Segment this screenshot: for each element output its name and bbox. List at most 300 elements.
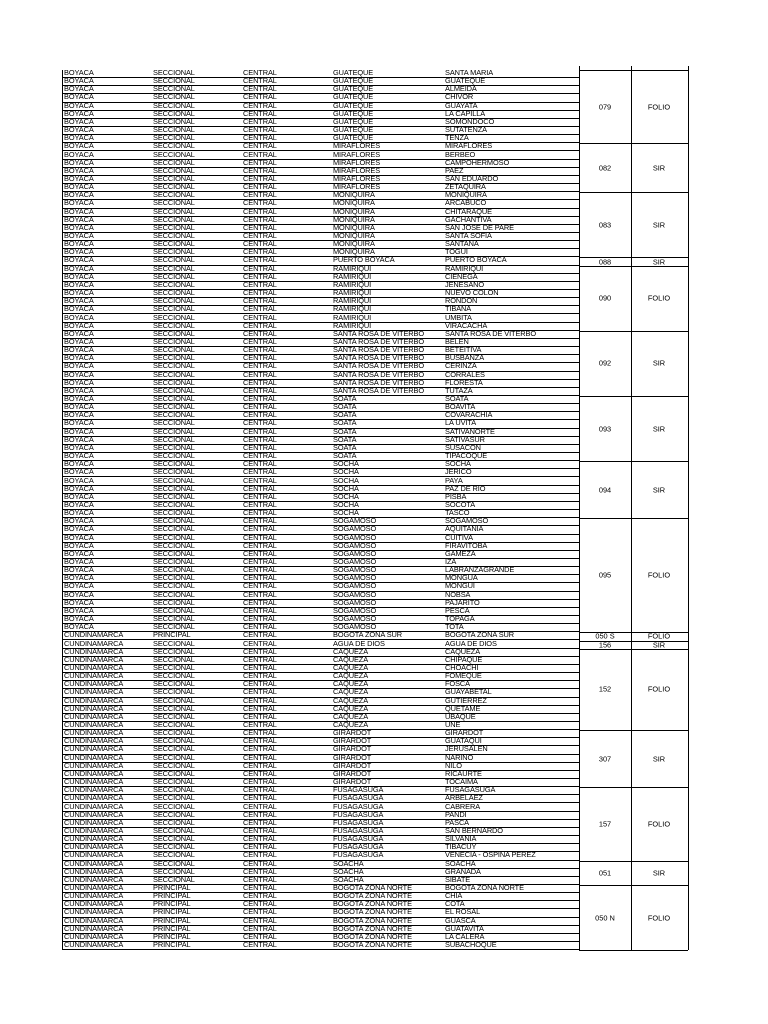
- office-cell: MONIQUIRA: [333, 223, 375, 232]
- region-cell: CENTRAL: [243, 647, 277, 656]
- office-cell: RAMIRIQUI: [333, 313, 372, 322]
- region-cell: CENTRAL: [243, 932, 277, 941]
- office-type-cell: SECCIONAL: [153, 680, 195, 689]
- region-cell: CENTRAL: [243, 191, 277, 200]
- region-cell: CENTRAL: [243, 223, 277, 232]
- office-cell: BOGOTA ZONA NORTE: [333, 916, 412, 925]
- region-cell: CENTRAL: [243, 533, 277, 542]
- department-cell: CUNDINAMARCA: [64, 704, 124, 713]
- group-divider: [579, 331, 688, 332]
- region-cell: CENTRAL: [243, 142, 277, 151]
- department-cell: BOYACA: [64, 93, 94, 102]
- municipality-cell: TASCO: [445, 509, 470, 518]
- office-cell: MIRAFLORES: [333, 142, 381, 151]
- municipality-cell: PAZ DE RIO: [445, 484, 486, 493]
- municipality-cell: SILVANIA: [445, 835, 477, 844]
- municipality-cell: GUAYATA: [445, 101, 478, 110]
- municipality-cell: RAMIRIQUI: [445, 264, 484, 273]
- department-cell: BOYACA: [64, 289, 94, 298]
- circle-group: [62, 396, 688, 461]
- region-cell: CENTRAL: [243, 256, 277, 265]
- region-cell: CENTRAL: [243, 941, 277, 950]
- region-cell: CENTRAL: [243, 794, 277, 803]
- office-type-cell: SECCIONAL: [153, 232, 195, 240]
- office-type-cell: SECCIONAL: [153, 174, 195, 183]
- office-type-cell: SECCIONAL: [153, 337, 195, 346]
- municipality-cell: PUERTO BOYACA: [445, 256, 507, 265]
- office-cell: SOATA: [333, 403, 357, 412]
- region-cell: CENTRAL: [243, 272, 277, 281]
- region-cell: CENTRAL: [243, 892, 277, 901]
- circle-code: 152: [598, 684, 612, 694]
- record-type: SIR: [652, 485, 666, 495]
- circle-code: 082: [598, 163, 612, 173]
- region-cell: CENTRAL: [243, 264, 277, 273]
- office-cell: SOGAMOSO: [333, 582, 377, 591]
- circle-code: 050 N: [595, 913, 615, 923]
- region-cell: CENTRAL: [243, 346, 277, 355]
- municipality-cell: CHIA: [445, 892, 463, 901]
- region-cell: CENTRAL: [243, 199, 277, 208]
- department-cell: BOYACA: [64, 248, 94, 257]
- department-cell: CUNDINAMARCA: [64, 941, 124, 950]
- office-cell: SOCHA: [333, 484, 359, 493]
- department-cell: BOYACA: [64, 419, 94, 428]
- office-cell: CAQUEZA: [333, 712, 369, 721]
- region-cell: CENTRAL: [243, 378, 277, 387]
- region-cell: CENTRAL: [243, 558, 277, 566]
- department-cell: CUNDINAMARCA: [64, 924, 124, 933]
- region-cell: CENTRAL: [243, 297, 277, 306]
- department-cell: BOYACA: [64, 476, 94, 485]
- office-type-cell: SECCIONAL: [153, 411, 195, 420]
- municipality-cell: COVARACHIA: [445, 411, 493, 420]
- office-cell: BOGOTA ZONA NORTE: [333, 941, 412, 950]
- department-cell: BOYACA: [64, 590, 94, 599]
- circle-group: [62, 787, 688, 860]
- municipality-cell: GUTIERREZ: [445, 696, 487, 705]
- department-cell: BOYACA: [64, 435, 94, 444]
- department-cell: BOYACA: [64, 403, 94, 412]
- office-type-cell: SECCIONAL: [153, 623, 195, 632]
- department-cell: BOYACA: [64, 500, 94, 509]
- region-cell: CENTRAL: [243, 810, 277, 819]
- office-cell: SOGAMOSO: [333, 615, 377, 624]
- region-cell: CENTRAL: [243, 672, 277, 681]
- circle-code: 050 S: [595, 631, 615, 641]
- office-type-cell: SECCIONAL: [153, 395, 195, 403]
- office-type-cell: SECCIONAL: [153, 859, 195, 868]
- region-cell: CENTRAL: [243, 566, 277, 575]
- office-type-cell: SECCIONAL: [153, 191, 195, 200]
- office-type-cell: PRINCIPAL: [153, 916, 191, 925]
- municipality-cell: TENZA: [445, 134, 469, 143]
- region-cell: CENTRAL: [243, 867, 277, 876]
- municipality-cell: SAN JOSE DE PARE: [445, 223, 514, 232]
- region-cell: CENTRAL: [243, 492, 277, 501]
- department-cell: BOYACA: [64, 109, 94, 118]
- department-cell: CUNDINAMARCA: [64, 892, 124, 901]
- department-cell: CUNDINAMARCA: [64, 729, 124, 738]
- department-cell: CUNDINAMARCA: [64, 737, 124, 746]
- municipality-cell: CERINZA: [445, 362, 477, 371]
- office-cell: RAMIRIQUI: [333, 280, 372, 289]
- record-type: FOLIO: [647, 684, 671, 694]
- region-cell: CENTRAL: [243, 590, 277, 599]
- record-type: SIR: [652, 640, 666, 650]
- office-cell: RAMIRIQUI: [333, 321, 372, 330]
- department-cell: BOYACA: [64, 549, 94, 558]
- office-cell: AGUA DE DIOS: [333, 639, 385, 648]
- office-cell: CAQUEZA: [333, 672, 369, 681]
- department-cell: CUNDINAMARCA: [64, 835, 124, 844]
- department-cell: CUNDINAMARCA: [64, 721, 124, 729]
- office-cell: SOACHA: [333, 859, 364, 868]
- office-cell: GIRARDOT: [333, 729, 372, 738]
- department-cell: BOYACA: [64, 183, 94, 192]
- office-type-cell: SECCIONAL: [153, 753, 195, 762]
- office-type-cell: SECCIONAL: [153, 354, 195, 363]
- circle-group: [62, 518, 688, 632]
- office-type-cell: SECCIONAL: [153, 835, 195, 844]
- office-cell: SOATA: [333, 411, 357, 420]
- office-type-cell: SECCIONAL: [153, 615, 195, 624]
- municipality-cell: SOACHA: [445, 859, 476, 868]
- region-cell: CENTRAL: [243, 460, 277, 469]
- region-cell: CENTRAL: [243, 753, 277, 762]
- office-cell: GUATEQUE: [333, 126, 374, 135]
- office-type-cell: SECCIONAL: [153, 778, 195, 787]
- department-cell: BOYACA: [64, 256, 94, 265]
- circle-group: [62, 143, 688, 192]
- office-type-cell: SECCIONAL: [153, 297, 195, 306]
- office-cell: FUSAGASUGA: [333, 794, 384, 803]
- municipality-cell: QUETAME: [445, 704, 481, 713]
- municipality-cell: JENESANO: [445, 280, 485, 289]
- circle-group: [62, 461, 688, 518]
- region-cell: CENTRAL: [243, 802, 277, 811]
- department-cell: CUNDINAMARCA: [64, 786, 124, 795]
- municipality-cell: LA UVITA: [445, 419, 477, 428]
- office-type-cell: SECCIONAL: [153, 240, 195, 249]
- office-type-cell: SECCIONAL: [153, 199, 195, 208]
- office-cell: MONIQUIRA: [333, 191, 375, 200]
- department-cell: CUNDINAMARCA: [64, 932, 124, 941]
- region-cell: CENTRAL: [243, 509, 277, 518]
- office-type-cell: SECCIONAL: [153, 346, 195, 355]
- circle-code: 088: [598, 257, 612, 266]
- office-type-cell: SECCIONAL: [153, 769, 195, 778]
- department-cell: CUNDINAMARCA: [64, 712, 124, 721]
- department-cell: CUNDINAMARCA: [64, 851, 124, 860]
- municipality-cell: CHIPAQUE: [445, 655, 483, 664]
- region-cell: CENTRAL: [243, 280, 277, 289]
- department-cell: BOYACA: [64, 117, 94, 126]
- office-type-cell: SECCIONAL: [153, 329, 195, 338]
- circle-group: [62, 885, 688, 950]
- department-cell: BOYACA: [64, 142, 94, 151]
- office-cell: SOATA: [333, 427, 357, 436]
- region-cell: CENTRAL: [243, 240, 277, 249]
- municipality-cell: BELEN: [445, 337, 469, 346]
- office-type-cell: SECCIONAL: [153, 492, 195, 501]
- circle-code: 094: [598, 485, 612, 495]
- region-cell: CENTRAL: [243, 761, 277, 770]
- region-cell: CENTRAL: [243, 443, 277, 452]
- department-cell: BOYACA: [64, 297, 94, 306]
- office-type-cell: SECCIONAL: [153, 264, 195, 273]
- department-cell: BOYACA: [64, 337, 94, 346]
- region-cell: CENTRAL: [243, 655, 277, 664]
- circle-code: 079: [598, 102, 612, 112]
- office-cell: BOGOTA ZONA NORTE: [333, 884, 412, 892]
- municipality-cell: SAN BERNARDO: [445, 826, 503, 835]
- region-cell: CENTRAL: [243, 786, 277, 795]
- office-cell: SOATA: [333, 395, 357, 403]
- region-cell: CENTRAL: [243, 289, 277, 298]
- municipality-cell: JERUSALEN: [445, 745, 488, 754]
- department-cell: BOYACA: [64, 207, 94, 216]
- municipality-cell: GUATAVITA: [445, 924, 484, 933]
- region-cell: CENTRAL: [243, 875, 277, 884]
- group-divider: [579, 518, 688, 519]
- region-cell: CENTRAL: [243, 500, 277, 509]
- department-cell: CUNDINAMARCA: [64, 753, 124, 762]
- municipality-cell: LA CAPILLA: [445, 109, 486, 118]
- municipality-cell: PISBA: [445, 492, 467, 501]
- circle-code: 051: [598, 868, 612, 878]
- region-cell: CENTRAL: [243, 517, 277, 526]
- department-cell: BOYACA: [64, 411, 94, 420]
- municipality-cell: GACHANTIVA: [445, 215, 492, 224]
- municipality-cell: SATIVASUR: [445, 435, 485, 444]
- office-type-cell: SECCIONAL: [153, 721, 195, 729]
- region-cell: CENTRAL: [243, 884, 277, 892]
- municipality-cell: TIBACUY: [445, 843, 477, 852]
- department-cell: CUNDINAMARCA: [64, 900, 124, 909]
- office-type-cell: SECCIONAL: [153, 745, 195, 754]
- office-type-cell: SECCIONAL: [153, 729, 195, 738]
- office-type-cell: SECCIONAL: [153, 696, 195, 705]
- municipality-cell: TOPAGA: [445, 615, 475, 624]
- department-cell: CUNDINAMARCA: [64, 884, 124, 892]
- office-type-cell: SECCIONAL: [153, 737, 195, 746]
- office-cell: CAQUEZA: [333, 663, 369, 672]
- municipality-cell: SAN EDUARDO: [445, 174, 499, 183]
- region-cell: CENTRAL: [243, 232, 277, 240]
- office-cell: SOGAMOSO: [333, 598, 377, 607]
- circle-code: 307: [598, 754, 612, 764]
- region-cell: CENTRAL: [243, 183, 277, 192]
- region-cell: CENTRAL: [243, 623, 277, 632]
- municipality-cell: RONDON: [445, 297, 478, 306]
- region-cell: CENTRAL: [243, 468, 277, 477]
- department-cell: BOYACA: [64, 232, 94, 240]
- region-cell: CENTRAL: [243, 77, 277, 86]
- office-cell: CAQUEZA: [333, 647, 369, 656]
- municipality-cell: CHITARAQUE: [445, 207, 492, 216]
- circle-group: [62, 641, 688, 649]
- office-type-cell: SECCIONAL: [153, 655, 195, 664]
- record-type: FOLIO: [647, 631, 671, 641]
- office-type-cell: SECCIONAL: [153, 802, 195, 811]
- municipality-cell: LA CALERA: [445, 932, 485, 941]
- municipality-cell: GUATEQUE: [445, 77, 486, 86]
- municipality-cell: SANTA MARIA: [445, 69, 494, 77]
- office-type-cell: PRINCIPAL: [153, 900, 191, 909]
- record-type: SIR: [652, 358, 666, 368]
- region-cell: CENTRAL: [243, 916, 277, 925]
- circle-code: 156: [598, 640, 612, 650]
- municipality-cell: FLORESTA: [445, 378, 483, 387]
- municipality-cell: TUTAZA: [445, 386, 473, 395]
- office-type-cell: SECCIONAL: [153, 443, 195, 452]
- circle-group: [62, 861, 688, 885]
- region-cell: CENTRAL: [243, 712, 277, 721]
- region-cell: CENTRAL: [243, 215, 277, 224]
- department-cell: CUNDINAMARCA: [64, 639, 124, 648]
- municipality-cell: EL ROSAL: [445, 908, 481, 917]
- circle-code: 157: [598, 819, 612, 829]
- office-cell: RAMIRIQUI: [333, 289, 372, 298]
- office-cell: SOATA: [333, 452, 357, 461]
- circle-code: 090: [598, 293, 612, 303]
- group-divider: [579, 70, 688, 71]
- department-cell: BOYACA: [64, 150, 94, 159]
- office-type-cell: SECCIONAL: [153, 403, 195, 412]
- department-cell: BOYACA: [64, 582, 94, 591]
- department-cell: BOYACA: [64, 598, 94, 607]
- department-cell: BOYACA: [64, 240, 94, 249]
- office-cell: SANTA ROSA DE VITERBO: [333, 370, 424, 379]
- municipality-cell: GIRARDOT: [445, 729, 484, 738]
- municipality-cell: TIPACOQUE: [445, 452, 488, 461]
- municipality-cell: FIRAVITOBA: [445, 541, 488, 550]
- municipality-cell: RICAURTE: [445, 769, 482, 778]
- record-type: SIR: [652, 163, 666, 173]
- department-cell: BOYACA: [64, 468, 94, 477]
- office-type-cell: SECCIONAL: [153, 69, 195, 77]
- office-cell: BOGOTA ZONA SUR: [333, 631, 402, 640]
- office-type-cell: SECCIONAL: [153, 305, 195, 314]
- office-cell: GUATEQUE: [333, 134, 374, 143]
- record-type: FOLIO: [647, 819, 671, 829]
- department-cell: BOYACA: [64, 517, 94, 526]
- municipality-cell: UNE: [445, 721, 461, 729]
- municipality-cell: PAEZ: [445, 166, 464, 175]
- office-cell: FUSAGASUGA: [333, 826, 384, 835]
- office-type-cell: SECCIONAL: [153, 166, 195, 175]
- department-cell: BOYACA: [64, 484, 94, 493]
- office-type-cell: SECCIONAL: [153, 704, 195, 713]
- office-type-cell: SECCIONAL: [153, 509, 195, 518]
- office-type-cell: SECCIONAL: [153, 134, 195, 143]
- office-cell: BOGOTA ZONA NORTE: [333, 908, 412, 917]
- record-type: SIR: [652, 257, 666, 266]
- region-cell: CENTRAL: [243, 778, 277, 787]
- office-cell: SANTA ROSA DE VITERBO: [333, 354, 424, 363]
- region-cell: CENTRAL: [243, 69, 277, 77]
- circle-code: 093: [598, 424, 612, 434]
- circle-group: [62, 257, 688, 265]
- office-cell: SOCHA: [333, 509, 359, 518]
- department-cell: BOYACA: [64, 85, 94, 94]
- region-cell: CENTRAL: [243, 370, 277, 379]
- municipality-cell: SOCOTA: [445, 500, 476, 509]
- department-cell: CUNDINAMARCA: [64, 696, 124, 705]
- office-type-cell: SECCIONAL: [153, 639, 195, 648]
- office-type-cell: SECCIONAL: [153, 126, 195, 135]
- region-cell: CENTRAL: [243, 769, 277, 778]
- office-cell: BOGOTA ZONA NORTE: [333, 932, 412, 941]
- municipality-cell: FUSAGASUGA: [445, 786, 496, 795]
- office-type-cell: SECCIONAL: [153, 476, 195, 485]
- region-cell: CENTRAL: [243, 126, 277, 135]
- office-type-cell: SECCIONAL: [153, 85, 195, 94]
- municipality-cell: GUATAQUI: [445, 737, 482, 746]
- office-cell: CAQUEZA: [333, 696, 369, 705]
- record-type: FOLIO: [647, 570, 671, 580]
- municipality-cell: TIBANA: [445, 305, 472, 314]
- office-cell: SOGAMOSO: [333, 533, 377, 542]
- office-cell: SOATA: [333, 443, 357, 452]
- municipality-cell: VENECIA - OSPINA PEREZ: [445, 851, 536, 860]
- office-cell: SOCHA: [333, 460, 359, 469]
- region-cell: CENTRAL: [243, 615, 277, 624]
- office-cell: SOATA: [333, 419, 357, 428]
- department-cell: CUNDINAMARCA: [64, 867, 124, 876]
- department-cell: BOYACA: [64, 191, 94, 200]
- region-cell: CENTRAL: [243, 452, 277, 461]
- municipality-cell: FOSCA: [445, 680, 470, 689]
- region-cell: CENTRAL: [243, 150, 277, 159]
- office-type-cell: SECCIONAL: [153, 183, 195, 192]
- office-cell: SANTA ROSA DE VITERBO: [333, 346, 424, 355]
- office-cell: MIRAFLORES: [333, 166, 381, 175]
- department-cell: BOYACA: [64, 533, 94, 542]
- municipality-cell: PANDI: [445, 810, 467, 819]
- office-cell: GIRARDOT: [333, 778, 372, 787]
- office-type-cell: SECCIONAL: [153, 427, 195, 436]
- office-cell: BOGOTA ZONA NORTE: [333, 900, 412, 909]
- department-cell: BOYACA: [64, 223, 94, 232]
- office-cell: SANTA ROSA DE VITERBO: [333, 362, 424, 371]
- department-cell: CUNDINAMARCA: [64, 663, 124, 672]
- office-cell: FUSAGASUGA: [333, 851, 384, 860]
- municipality-cell: FOMEQUE: [445, 672, 482, 681]
- department-cell: CUNDINAMARCA: [64, 794, 124, 803]
- region-cell: CENTRAL: [243, 859, 277, 868]
- department-cell: BOYACA: [64, 452, 94, 461]
- municipality-cell: CABRERA: [445, 802, 481, 811]
- department-cell: BOYACA: [64, 566, 94, 575]
- office-type-cell: SECCIONAL: [153, 484, 195, 493]
- office-cell: SOGAMOSO: [333, 574, 377, 583]
- office-cell: FUSAGASUGA: [333, 810, 384, 819]
- department-cell: BOYACA: [64, 280, 94, 289]
- office-cell: SOGAMOSO: [333, 566, 377, 575]
- department-cell: CUNDINAMARCA: [64, 908, 124, 917]
- municipality-cell: SUBACHOQUE: [445, 941, 497, 950]
- department-cell: CUNDINAMARCA: [64, 631, 124, 640]
- region-cell: CENTRAL: [243, 354, 277, 363]
- department-cell: BOYACA: [64, 174, 94, 183]
- group-divider: [579, 730, 688, 731]
- municipality-cell: BETEITIVA: [445, 346, 482, 355]
- office-cell: GIRARDOT: [333, 761, 372, 770]
- office-cell: GUATEQUE: [333, 93, 374, 102]
- municipality-cell: PASCA: [445, 818, 470, 827]
